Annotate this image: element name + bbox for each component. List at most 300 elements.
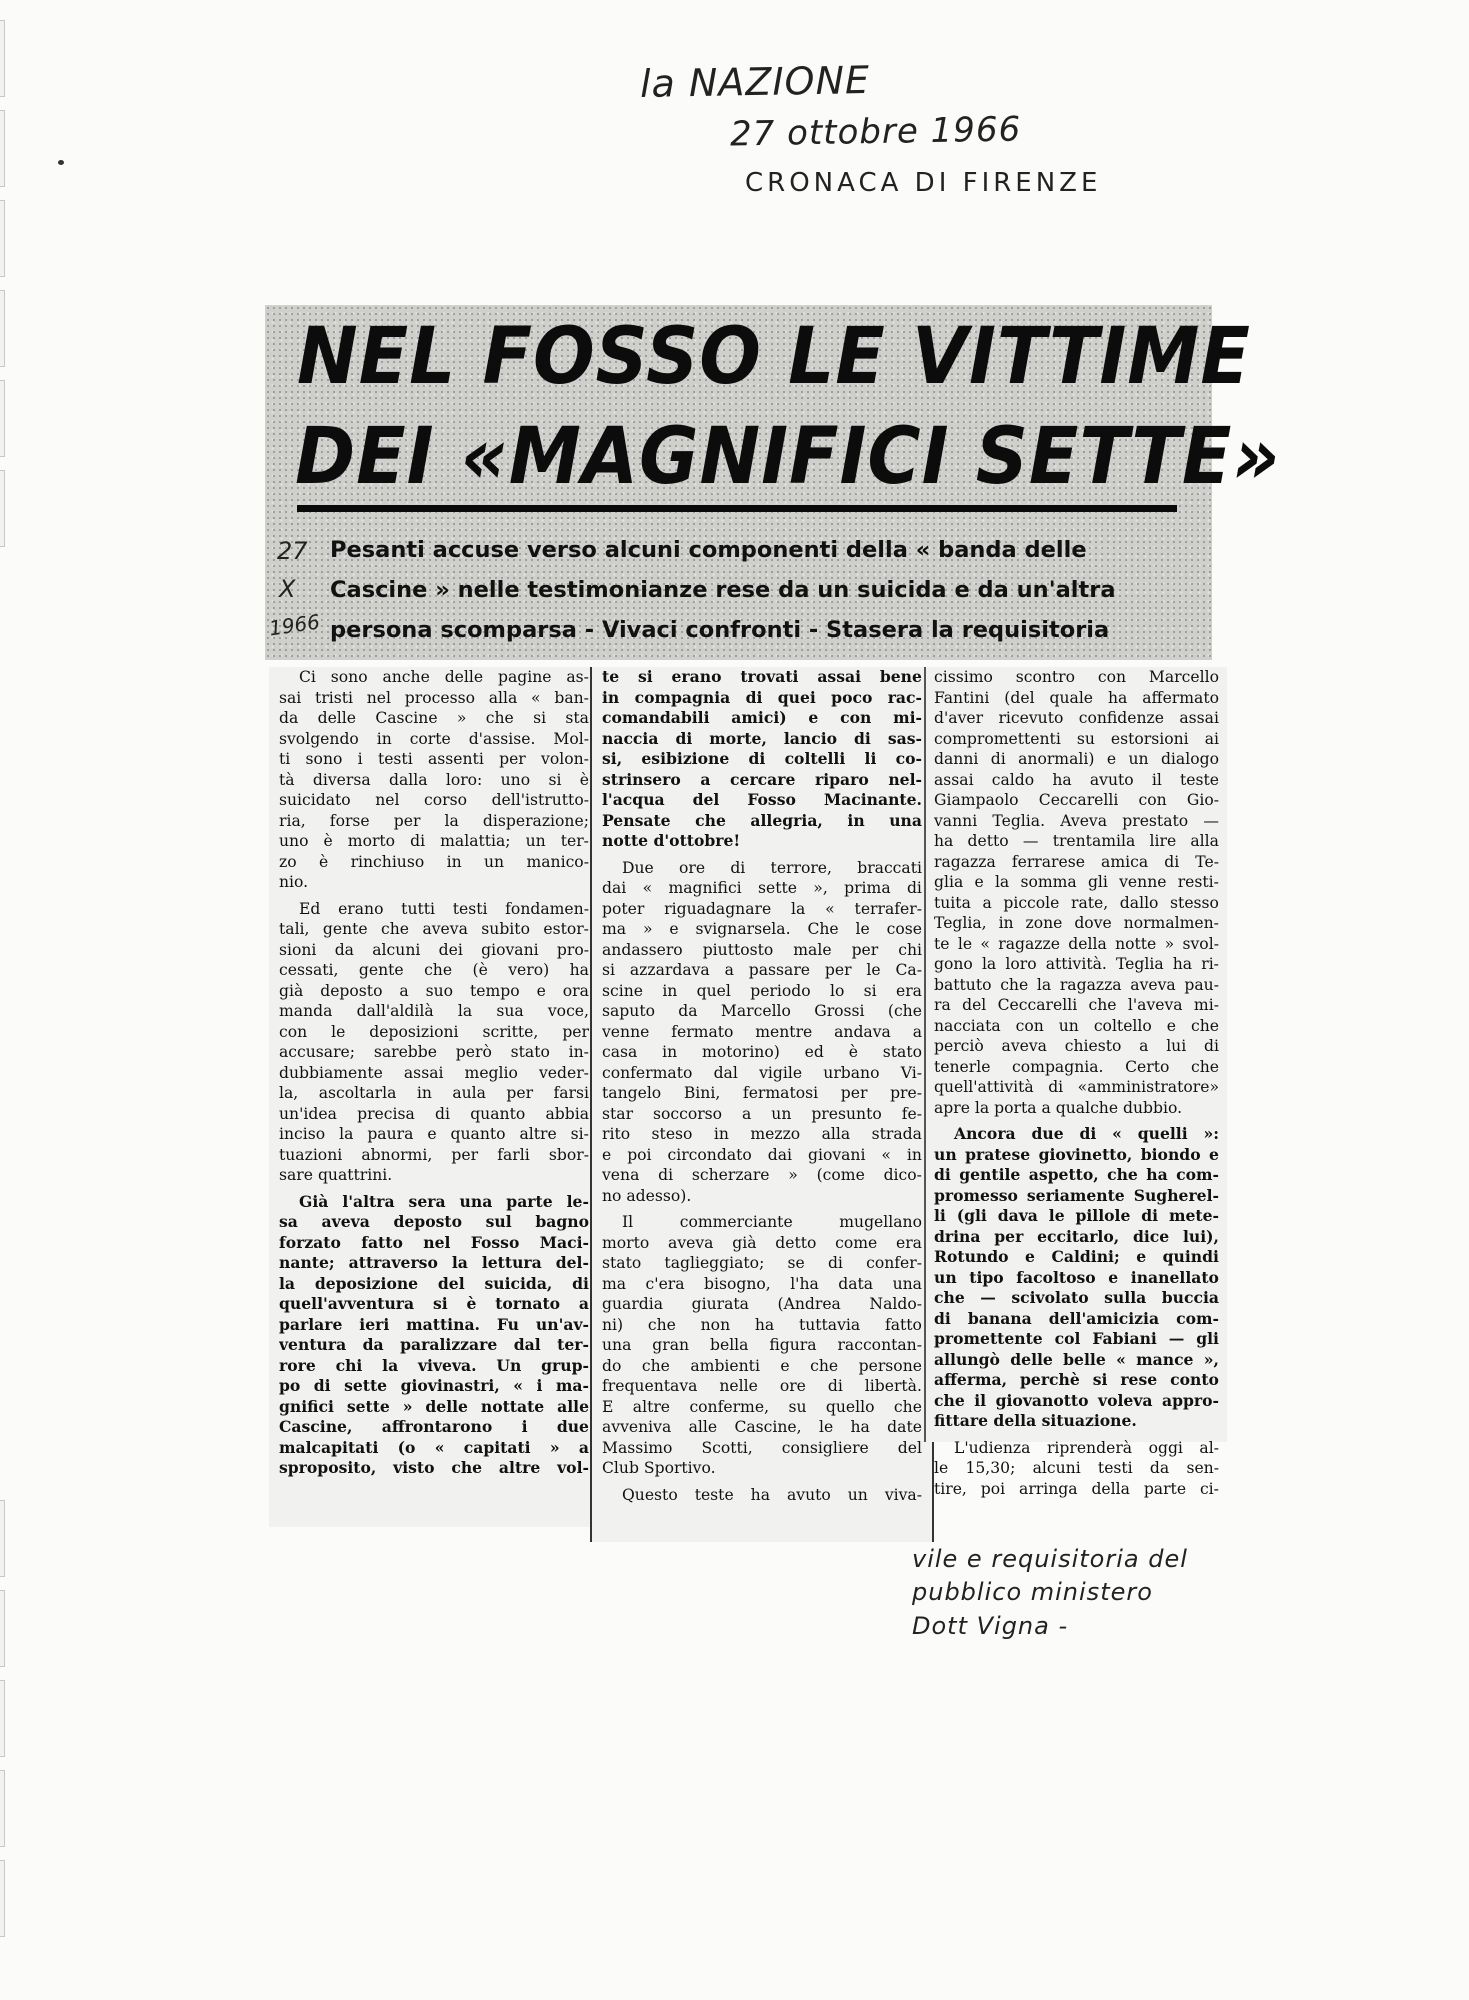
word: tuazioni	[279, 1145, 343, 1164]
word: si,	[602, 749, 623, 768]
word: testi	[1097, 1459, 1133, 1477]
word: i	[521, 1417, 528, 1436]
word: inciso	[279, 1125, 326, 1143]
word: che	[893, 1397, 922, 1416]
article-column-1	[269, 667, 599, 1527]
word: drina	[934, 1226, 981, 1246]
word: li	[864, 749, 877, 768]
word: corso	[424, 791, 468, 809]
word: gente	[358, 961, 404, 979]
word: di	[827, 1254, 843, 1272]
word: Cascine	[375, 709, 438, 727]
word: su	[1076, 729, 1095, 748]
word: estor-	[543, 920, 589, 938]
word: facoltoso	[1016, 1267, 1096, 1287]
word: da	[678, 1002, 698, 1020]
article-text-line	[934, 1247, 1219, 1268]
word: urbano	[823, 1063, 880, 1082]
article-text-line	[279, 981, 589, 1002]
word: braccati	[857, 858, 922, 877]
word: «	[513, 1376, 524, 1395]
word: Naldo-	[869, 1295, 922, 1313]
word: mi-	[893, 708, 922, 727]
word: che	[1000, 975, 1029, 994]
word: assai	[817, 667, 862, 686]
word: dallo	[1119, 893, 1159, 912]
word: a	[912, 1022, 922, 1041]
word: in	[662, 981, 678, 1000]
word: l'aveva	[1127, 996, 1183, 1014]
word: Questo	[622, 1485, 678, 1504]
article-text-line	[602, 729, 922, 750]
word: e	[427, 1125, 437, 1143]
word: Che	[807, 920, 839, 938]
article-text-line	[602, 1042, 922, 1063]
word: mance	[1136, 1349, 1194, 1369]
word: bisogno,	[704, 1274, 771, 1293]
word: ter-	[557, 1335, 589, 1354]
word: aula	[452, 1084, 486, 1102]
word: gente	[322, 920, 368, 938]
word: po	[279, 1376, 301, 1395]
word: Teglia,	[934, 914, 987, 932]
word: e	[1209, 1144, 1219, 1164]
word: si-	[570, 1125, 589, 1143]
word: deposto	[320, 981, 383, 1000]
word: alcuni	[1032, 1459, 1081, 1477]
word: voce,	[547, 1002, 589, 1020]
word: per	[824, 961, 852, 979]
word: a	[982, 893, 992, 912]
word: Mol-	[553, 729, 589, 748]
word: forzato	[279, 1232, 341, 1252]
word: riprenderà	[1046, 1438, 1133, 1457]
article-text-line	[279, 1397, 589, 1418]
word: suicida,	[484, 1273, 553, 1293]
word: a	[399, 981, 409, 1000]
word: c'era	[645, 1274, 685, 1293]
word: 15,30;	[965, 1459, 1016, 1477]
word: L'udienza	[954, 1438, 1031, 1457]
word: volon-	[541, 750, 589, 768]
word: alle	[557, 1396, 589, 1416]
word: cose	[886, 920, 922, 938]
headline-line-2: DEI «MAGNIFICI SETTE»	[295, 412, 1281, 502]
word: il	[1151, 770, 1162, 789]
word: pillole	[1075, 1206, 1131, 1225]
binding-hole-mark	[0, 1770, 5, 1847]
word: dalla	[388, 770, 428, 789]
word: venne	[1119, 873, 1167, 891]
article-text-line	[279, 1104, 589, 1125]
word: la	[981, 955, 997, 973]
word: giovani	[807, 1145, 866, 1164]
word: che	[695, 810, 726, 830]
word: con	[279, 1022, 308, 1041]
word: «	[531, 688, 541, 707]
subheadline-line: persona scomparsa - Vivaci confronti - Stasera la requisitoria	[330, 617, 1110, 643]
word: che	[1107, 1165, 1138, 1184]
word: gli	[1087, 873, 1108, 891]
word: scivolato	[1011, 1288, 1089, 1307]
word: com-	[1176, 1308, 1219, 1328]
word: meglio	[464, 1063, 518, 1082]
handwritten-newspaper-name: la NAZIONE	[639, 57, 871, 107]
word: pratese	[965, 1144, 1031, 1164]
word: altre	[632, 1397, 671, 1416]
word: la	[791, 899, 806, 918]
word: e	[974, 873, 984, 891]
word: dei	[438, 940, 463, 959]
subheadline	[330, 530, 1190, 650]
word: Fantini	[934, 688, 990, 707]
word: quei	[777, 687, 816, 707]
binding-hole-mark	[0, 290, 5, 367]
word: si	[533, 709, 547, 727]
word: ban-	[554, 688, 589, 707]
word: della	[1068, 934, 1107, 953]
word: per	[499, 750, 526, 768]
word: è	[466, 1294, 477, 1313]
word: motorino)	[702, 1043, 780, 1061]
word: Ceccarelli	[997, 996, 1078, 1014]
word: gnifici	[279, 1396, 334, 1416]
word: sette	[757, 879, 797, 897]
word: ora	[562, 981, 589, 1000]
word: glia	[934, 873, 964, 891]
word: perchè	[1020, 1370, 1080, 1389]
article-text-line	[602, 878, 922, 899]
word: a	[742, 1104, 752, 1123]
word: poter	[602, 899, 645, 918]
word: fondamen-	[505, 899, 589, 918]
article-text-line	[602, 940, 922, 961]
word: compromettenti	[934, 729, 1061, 748]
word: stato	[882, 1043, 922, 1061]
word: per	[840, 1084, 868, 1102]
word: Ca-	[895, 961, 922, 979]
word: a	[1139, 1037, 1149, 1055]
binding-hole-mark	[0, 380, 5, 457]
article-text-line	[279, 1438, 589, 1459]
word: e	[536, 981, 546, 1000]
word: che	[424, 961, 453, 979]
article-text-line	[279, 708, 589, 729]
word: sproposito,	[279, 1458, 377, 1477]
word: che	[381, 920, 410, 938]
article-text-line	[934, 1145, 1219, 1166]
article-text-line	[279, 749, 589, 770]
word: vigile	[759, 1063, 803, 1082]
word: Macinante.	[823, 790, 922, 809]
word: Te-	[1195, 852, 1219, 871]
word: una	[459, 1191, 493, 1211]
word: di	[827, 1377, 843, 1395]
word: strinsero	[602, 769, 681, 789]
word: altre	[498, 1458, 541, 1477]
word: sioni	[279, 940, 317, 959]
word: da	[1149, 1459, 1170, 1477]
article-text-line	[279, 729, 589, 750]
word: una	[602, 1336, 632, 1354]
word: fe-	[901, 1104, 922, 1123]
word: libertà.	[864, 1377, 922, 1395]
word: morto	[347, 832, 396, 850]
word: «	[980, 934, 990, 953]
word: giovinastri,	[400, 1376, 500, 1395]
word: aspetto,	[1028, 1165, 1099, 1184]
word: di	[435, 1104, 450, 1123]
article-text-line	[279, 852, 589, 873]
margin-note-day: 27	[277, 537, 308, 565]
word: confidenze	[1078, 709, 1164, 727]
word: nottate	[480, 1396, 545, 1416]
word: cessati,	[279, 961, 339, 979]
word: gono	[934, 955, 973, 973]
word: battuto	[934, 975, 992, 994]
word: nel	[375, 791, 400, 809]
article-text-line	[279, 1417, 589, 1438]
word: promettente	[934, 1329, 1043, 1348]
word: di	[1079, 1124, 1097, 1143]
word: affrontarono	[381, 1417, 493, 1436]
word: Teglia	[1115, 955, 1164, 973]
word: detto	[967, 832, 1009, 850]
word: chi	[335, 1355, 363, 1375]
word: cissimo	[934, 668, 993, 686]
word: malcapitati	[279, 1437, 379, 1457]
word: e	[780, 1356, 790, 1375]
word: parte	[506, 1191, 553, 1211]
article-text-line	[934, 1268, 1219, 1289]
word: del	[962, 996, 987, 1014]
word: di	[1048, 1078, 1064, 1096]
word: testi	[377, 750, 413, 768]
word: periodo	[750, 981, 811, 1000]
word: per	[994, 1226, 1024, 1246]
word: ambienti	[690, 1356, 760, 1375]
word: dava	[997, 1206, 1038, 1225]
article-text-line	[279, 1124, 589, 1145]
article-text-line	[934, 831, 1219, 852]
word: parte	[1143, 1479, 1187, 1498]
word: della	[1091, 1479, 1130, 1498]
word: si	[432, 1294, 448, 1313]
word: aveva	[1001, 1037, 1047, 1055]
word: Ed	[299, 899, 321, 918]
word: ha	[1146, 1165, 1168, 1184]
article-text-line	[279, 1233, 589, 1254]
word: dall'aldilà	[356, 1002, 434, 1020]
word: alla	[1190, 832, 1219, 850]
article-text-line	[602, 1417, 922, 1438]
word: co-	[895, 749, 922, 768]
word: tempo	[470, 981, 520, 1000]
article-text-line	[934, 954, 1219, 975]
word: chi	[898, 940, 922, 959]
word: in	[713, 1125, 729, 1143]
word: ha	[850, 1418, 870, 1436]
margin-note-year: 1966	[267, 609, 322, 641]
word: (è	[472, 961, 488, 979]
word: compagnia.	[1012, 1057, 1104, 1076]
article-text-line	[279, 1192, 589, 1213]
binding-hole-mark	[0, 1860, 5, 1937]
word: di	[906, 879, 922, 897]
word: lo	[829, 981, 845, 1000]
word: com-	[1176, 1165, 1219, 1184]
word: tali,	[279, 920, 310, 938]
word: che	[485, 709, 514, 727]
word: ti	[279, 750, 291, 768]
word: li	[934, 1206, 946, 1225]
word: Cascine,	[734, 1418, 802, 1436]
word: stato	[510, 1043, 550, 1061]
word: a	[724, 961, 734, 979]
word: trentamila	[1052, 832, 1136, 850]
word: lire	[1149, 832, 1177, 850]
word: di	[934, 1165, 951, 1184]
word: mete-	[1168, 1206, 1219, 1225]
word: ra	[934, 996, 951, 1014]
article-text-line	[934, 708, 1219, 729]
word: un'av-	[535, 1314, 589, 1334]
word: nante;	[279, 1253, 335, 1272]
word: un	[934, 1144, 957, 1164]
word: col	[1054, 1329, 1081, 1348]
word: banana	[967, 1308, 1032, 1328]
word: in-	[568, 1043, 589, 1061]
word: anormali)	[1018, 750, 1095, 768]
word: che	[1088, 996, 1117, 1014]
word: Ceccarelli	[1038, 791, 1119, 809]
word: ragazza	[934, 852, 996, 871]
word: ha	[750, 1485, 770, 1504]
article-text-line	[279, 919, 589, 940]
word: che	[810, 1356, 839, 1375]
article-text-line	[279, 1458, 589, 1479]
word: »:	[1203, 1124, 1219, 1143]
word: tutti	[401, 899, 436, 918]
article-text-line	[602, 1063, 922, 1084]
word: allegria,	[750, 810, 823, 830]
article-text-line	[934, 811, 1219, 832]
word: Maci-	[539, 1232, 589, 1252]
word: raccontan-	[837, 1336, 922, 1354]
word: chiesto	[1064, 1037, 1122, 1055]
word: farli	[497, 1145, 530, 1164]
word: Vi-	[900, 1063, 922, 1082]
word: di	[675, 728, 693, 748]
word: pro-	[556, 940, 589, 959]
word: ha	[1107, 688, 1128, 707]
word: sono	[305, 750, 343, 768]
word: andassero	[602, 940, 683, 959]
word: figura	[769, 1336, 817, 1354]
word: casa	[602, 1043, 638, 1061]
word: la	[451, 1253, 468, 1272]
word: poco	[831, 687, 873, 707]
article-text-line	[934, 1206, 1219, 1227]
word: dice	[1132, 1226, 1170, 1246]
word: Già	[299, 1191, 329, 1211]
word: arringa	[1019, 1479, 1078, 1498]
word: zo	[279, 852, 297, 871]
article-text-line: no adesso).	[602, 1186, 692, 1205]
word: si	[602, 961, 615, 979]
article-text-line	[279, 790, 589, 811]
word: dove	[1074, 914, 1112, 932]
word: da	[334, 940, 354, 959]
word: Certo	[1125, 1057, 1170, 1076]
word: rinchiuso	[350, 852, 425, 871]
word: attività.	[1045, 955, 1107, 973]
word: Fu	[496, 1314, 520, 1334]
article-text-line	[602, 1233, 922, 1254]
word: di	[1164, 852, 1180, 871]
word: in	[446, 852, 462, 871]
word: tenerle	[934, 1057, 991, 1076]
word: malattia;	[440, 832, 511, 850]
word: le	[818, 1418, 834, 1436]
word: non	[700, 1315, 731, 1334]
handwritten-section: CRONACA DI FIRENZE	[745, 168, 1102, 198]
word: di	[730, 858, 746, 877]
article-text-line	[279, 811, 589, 832]
word: «	[825, 899, 835, 918]
word: quell'attività	[934, 1078, 1034, 1096]
word: dai	[767, 1145, 793, 1164]
word: perciò	[934, 1037, 984, 1055]
word: steso	[651, 1125, 693, 1143]
word: detto	[775, 1233, 817, 1252]
word: quale	[1049, 688, 1094, 707]
word: giovani	[481, 940, 539, 959]
word: di	[572, 1273, 589, 1293]
word: attraverso	[348, 1253, 438, 1272]
word: »	[788, 1166, 798, 1184]
article-text-line	[602, 1104, 922, 1125]
word: e	[1108, 1267, 1119, 1287]
word: »	[642, 920, 653, 938]
article-text-line	[934, 1288, 1219, 1309]
word: lui	[1166, 1037, 1187, 1055]
article-text-line	[934, 1391, 1219, 1412]
word: amica	[1101, 852, 1149, 871]
word: sai	[279, 688, 302, 707]
word: soccorso	[652, 1104, 723, 1123]
word: »	[549, 1437, 560, 1457]
article-text-line	[279, 1022, 589, 1043]
word: frequentava	[602, 1377, 698, 1395]
word: dubbiamente	[279, 1063, 383, 1082]
word: notte	[1115, 934, 1157, 953]
word: presunto	[811, 1104, 882, 1123]
word: le	[331, 1022, 346, 1041]
word: «	[1112, 1124, 1122, 1143]
article-text-line	[934, 1057, 1219, 1078]
article-text-line	[602, 1253, 922, 1274]
word: ragazza	[1059, 975, 1122, 994]
word: sbor-	[548, 1145, 589, 1164]
word: riparo	[815, 769, 869, 789]
word: la,	[279, 1084, 299, 1102]
word: abbia	[545, 1104, 589, 1123]
word: prestato	[1122, 811, 1189, 830]
word: piccole	[1003, 893, 1060, 912]
word: vena	[602, 1166, 640, 1184]
article-text-line	[279, 1083, 589, 1104]
